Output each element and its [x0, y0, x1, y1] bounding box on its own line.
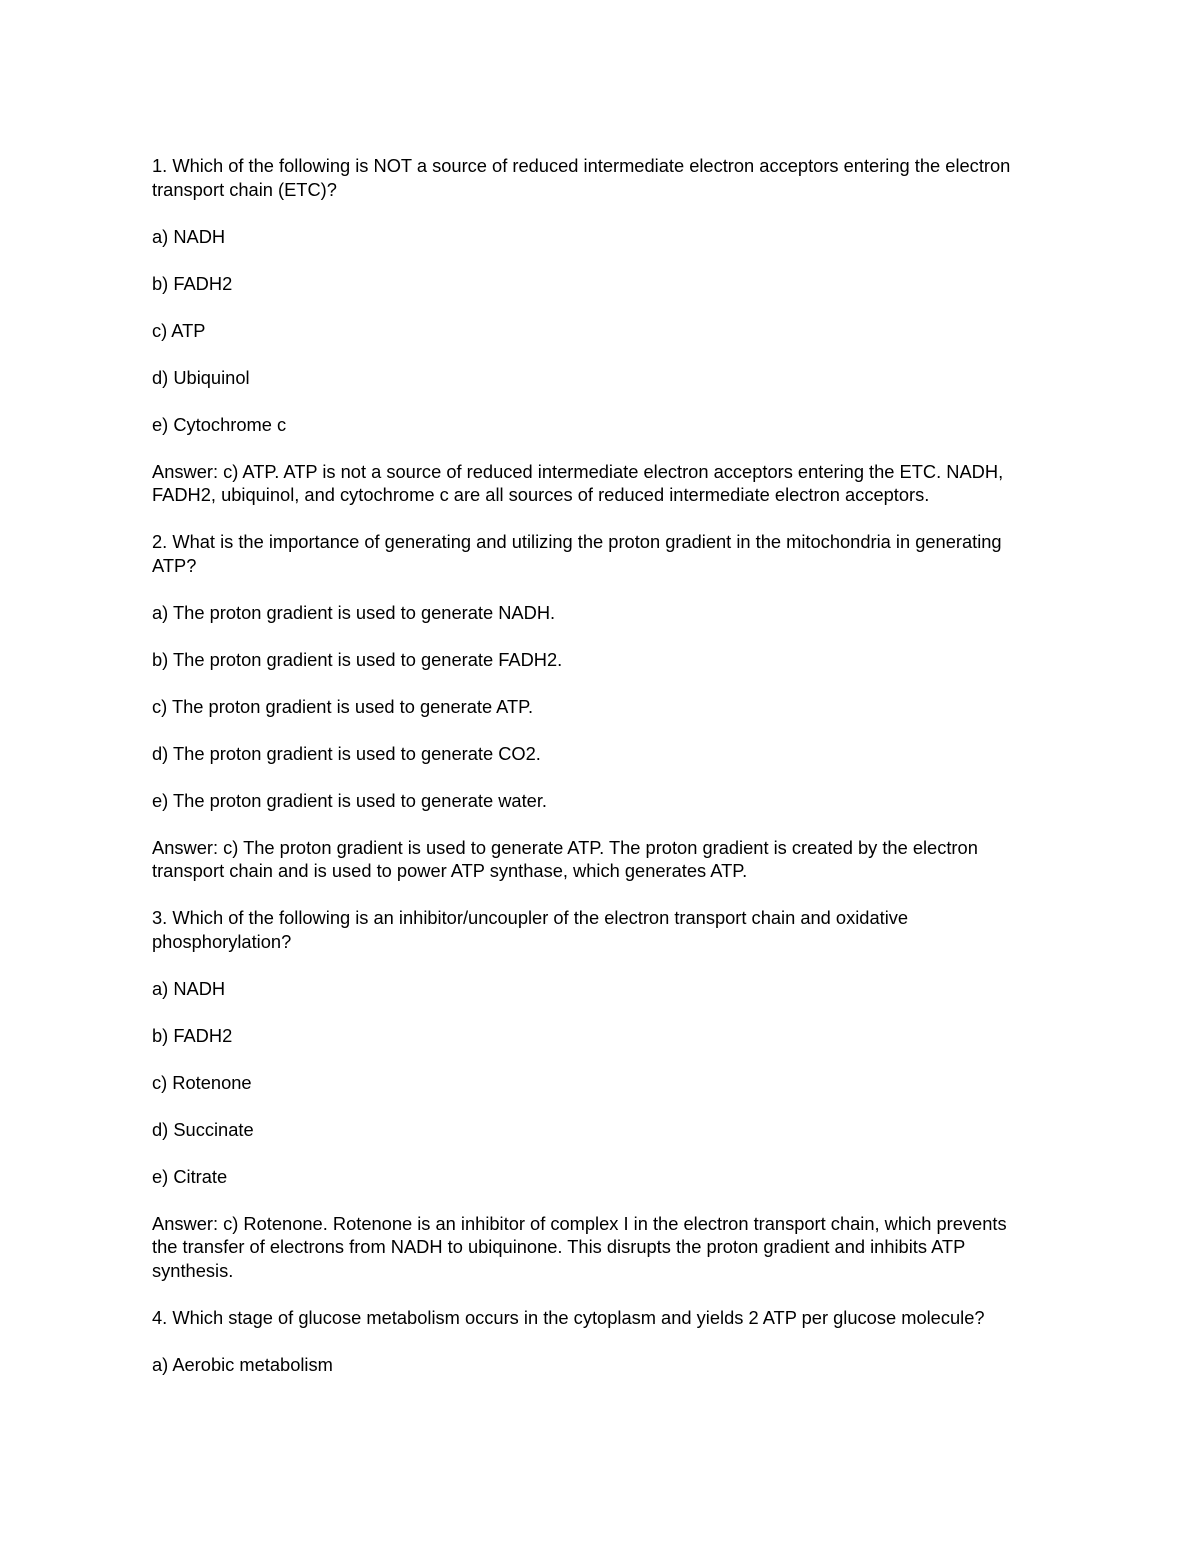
question-1-answer: Answer: c) ATP. ATP is not a source of reduced intermediate electron acceptors entering the ETC. NADH, FADH2, ubiquinol, and cytochrome c are all sources of reduced intermediate electron acceptors.	[152, 460, 1009, 505]
question-3-option-d: d) Succinate	[152, 1118, 254, 1140]
question-block-3	[152, 906, 1060, 1282]
question-2-option-c: c) The proton gradient is used to generate ATP.	[152, 695, 534, 717]
question-block-4	[152, 1306, 1060, 1377]
question-1-option-e: e) Cytochrome c	[152, 413, 287, 435]
question-1-option-c: c) ATP	[152, 319, 206, 341]
question-4-option-a: a) Aerobic metabolism	[152, 1353, 333, 1375]
question-3-text: 3. Which of the following is an inhibitor/uncoupler of the electron transport chain and oxidative phosphorylation?	[152, 907, 914, 952]
question-block-1	[152, 154, 1060, 507]
question-1-option-b: b) FADH2	[152, 272, 233, 294]
question-3-option-c: c) Rotenone	[152, 1071, 252, 1093]
question-1-text: 1. Which of the following is NOT a source of reduced intermediate electron acceptors entering the electron transport chain (ETC)?	[152, 155, 1016, 200]
question-3-option-e: e) Citrate	[152, 1165, 228, 1187]
question-3-answer: Answer: c) Rotenone. Rotenone is an inhibitor of complex I in the electron transport chain, which prevents the transfer of electrons from NADH to ubiquinone. This disrupts the proton gradient and inhibits ATP synthesis.	[152, 1212, 1012, 1281]
question-2-option-e: e) The proton gradient is used to generate water.	[152, 789, 547, 811]
question-1-option-d: d) Ubiquinol	[152, 366, 250, 388]
question-block-2	[152, 530, 1060, 883]
question-4-text: 4. Which stage of glucose metabolism occurs in the cytoplasm and yields 2 ATP per glucose molecule?	[152, 1306, 985, 1328]
question-2-option-b: b) The proton gradient is used to generate FADH2.	[152, 648, 563, 670]
question-3-option-b: b) FADH2	[152, 1024, 233, 1046]
question-2-option-d: d) The proton gradient is used to generate CO2.	[152, 742, 541, 764]
question-2-answer: Answer: c) The proton gradient is used to generate ATP. The proton gradient is created by the electron transport chain and is used to power ATP synthase, which generates ATP.	[152, 836, 983, 881]
question-2-option-a: a) The proton gradient is used to generate NADH.	[152, 601, 556, 623]
question-3-option-a: a) NADH	[152, 977, 226, 999]
question-2-text: 2. What is the importance of generating and utilizing the proton gradient in the mitochondria in generating ATP?	[152, 531, 1006, 576]
question-1-option-a: a) NADH	[152, 225, 226, 247]
